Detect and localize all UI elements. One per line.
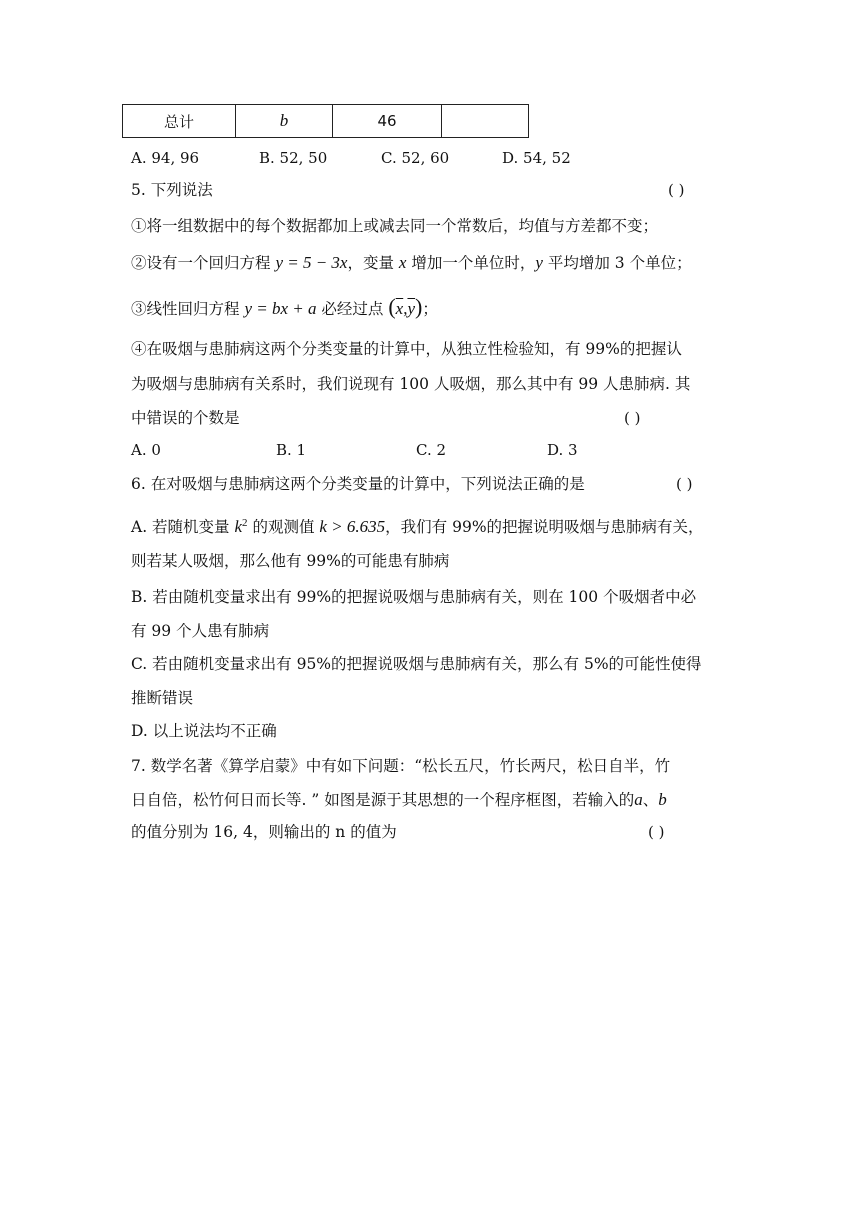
- q4-option-d: D. 54, 52: [502, 149, 571, 167]
- q5-answer-paren: ( ): [668, 181, 685, 199]
- table-row: [123, 105, 529, 138]
- q5-s3-paren-open: (: [388, 294, 396, 319]
- q6-option-a-line-2: 则若某人吸烟，那么他有 99%的可能患有肺病: [131, 552, 450, 570]
- table-cell-empty: [442, 105, 529, 138]
- q6-a-text-b: 的观测值: [247, 518, 320, 537]
- q5-statement-3: [131, 294, 438, 319]
- q7-line-1: 7. 数学名著《算学启蒙》中有如下问题：“松长五尺，竹长两尺，松日自半，竹: [131, 757, 671, 775]
- q6-option-c-line-2: 推断错误: [131, 689, 194, 707]
- q5-s3-text-c: ；: [422, 300, 438, 318]
- q5-answer-paren-2: ( ): [624, 409, 641, 427]
- q5-option-d: D. 3: [547, 441, 578, 459]
- q4-option-b: B. 52, 50: [259, 149, 328, 167]
- q6-a-inequality: k > 6.635: [319, 517, 386, 537]
- q5-s3-comma: ,: [403, 299, 408, 318]
- q5-option-c: C. 2: [416, 441, 447, 459]
- table-cell-label: 总计: [123, 105, 236, 138]
- q6-a-text-a: A. 若随机变量: [131, 518, 235, 537]
- q5-statement-4-line-2: 为吸烟与患肺病有关系时，我们说现有 100 人吸烟，那么其中有 99 人患肺病. 其: [131, 375, 691, 393]
- q5-s3-text-a: ③线性回归方程: [131, 300, 245, 318]
- q5-option-b: B. 1: [276, 441, 307, 459]
- q6-answer-paren: ( ): [676, 475, 693, 493]
- q6-option-a-line-1: [131, 513, 704, 537]
- q5-s2-var-x: x: [398, 253, 407, 272]
- q7-separator: 、: [642, 791, 659, 809]
- q5-s2-text-b: ，变量: [347, 254, 399, 272]
- q6-option-d: D. 以上说法均不正确: [131, 722, 277, 740]
- q5-s3-equation: y = bx + a: [244, 299, 317, 318]
- q7-line-2: [131, 790, 667, 810]
- q6-a-var-k: k: [234, 517, 243, 537]
- q6-a-superscript: 2: [242, 517, 248, 529]
- table-cell-b: b: [236, 105, 333, 138]
- q7-line-3: 的值分别为 16, 4，则输出的 n 的值为: [131, 823, 397, 841]
- table-cell-46: 46: [333, 105, 442, 138]
- q7-l2-text: 日自倍，松竹何日而长等. ” 如图是源于其思想的一个程序框图，若输入的: [131, 791, 635, 809]
- total-row-table: [122, 104, 529, 138]
- q5-s3-text-b: 必经过点: [316, 300, 389, 318]
- q5-s3-point-y: $\overline{y}$: [407, 299, 416, 318]
- q5-s2-text-a: ②设有一个回归方程: [131, 254, 276, 272]
- q6-option-c-line-1: C. 若由随机变量求出有 95%的把握说吸烟与患肺病有关，那么有 5%的可能性使得: [131, 655, 702, 673]
- q5-s2-equation: y = 5 − 3x: [275, 253, 348, 272]
- q5-statement-4-line-1: ④在吸烟与患肺病这两个分类变量的计算中，从独立性检验知，有 99%的把握认: [131, 340, 682, 358]
- q4-option-c: C. 52, 60: [381, 149, 450, 167]
- q5-s3-paren-close: ): [415, 294, 423, 319]
- q5-s2-text-c: 增加一个单位时，: [406, 254, 536, 272]
- q5-s2-text-d: 平均增加 3 个单位；: [542, 254, 692, 272]
- q6-option-b-line-1: B. 若由随机变量求出有 99%的把握说吸烟与患肺病有关，则在 100 个吸烟者中必: [131, 588, 697, 606]
- q5-statement-2: [131, 253, 692, 273]
- q6-stem: 6. 在对吸烟与患肺病这两个分类变量的计算中，下列说法正确的是: [131, 475, 585, 493]
- q6-option-b-line-2: 有 99 个人患有肺病: [131, 622, 270, 640]
- q5-s3-point-x: $\overline{x}$: [395, 299, 404, 318]
- q5-s2-var-y: y: [535, 253, 543, 272]
- q7-var-a: a: [634, 790, 643, 809]
- q7-answer-paren: ( ): [648, 823, 665, 841]
- q7-var-b: b: [658, 790, 667, 809]
- q5-stem: 5. 下列说法: [131, 181, 213, 199]
- q5-statement-1: ①将一组数据中的每个数据都加上或减去同一个常数后，均值与方差都不变；: [131, 217, 659, 235]
- q6-a-text-c: ，我们有 99%的把握说明吸烟与患肺病有关，: [385, 518, 704, 537]
- q5-option-a: A. 0: [131, 441, 161, 459]
- q5-statement-4-line-3: 中错误的个数是: [131, 409, 240, 427]
- q4-option-a: A. 94, 96: [131, 149, 200, 167]
